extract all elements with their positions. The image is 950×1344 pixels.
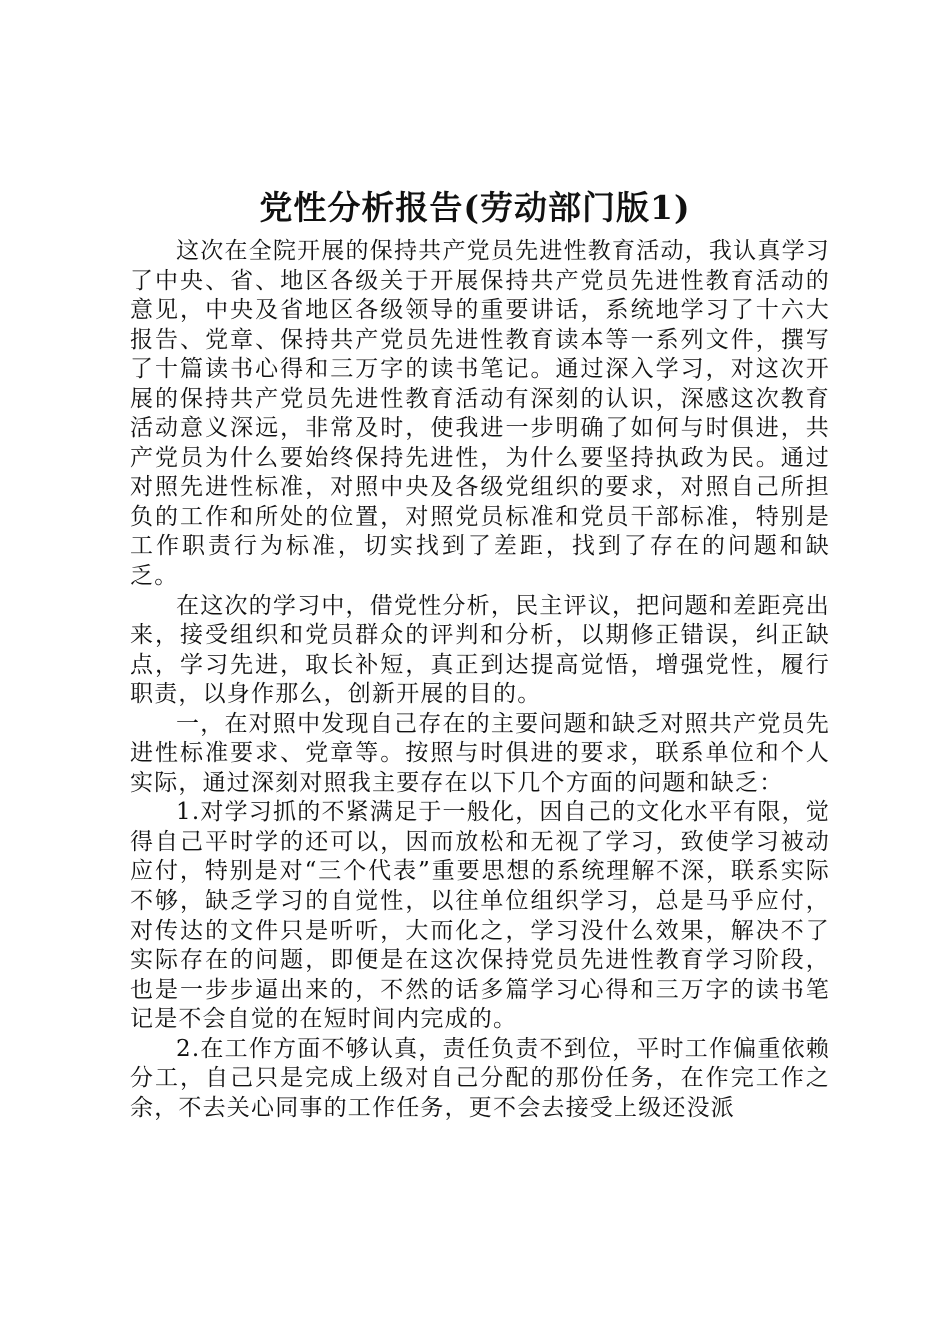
paragraph-item-2: 2.在工作方面不够认真，责任负责不到位，平时工作偏重依赖分工，自己只是完成上级对自己分配的那份任务，在作完工作之余，不去关心同事的工作任务，更不会去接受上级还没派 bbox=[130, 1035, 830, 1121]
paragraph-item-1: 1.对学习抓的不紧满足于一般化，因自己的文化水平有限，觉得自己平时学的还可以，因而放松和无视了学习，致使学习被动应付，特别是对“三个代表”重要思想的系统理解不深，联系实际不够，缺乏学习的自觉性，以往单位组织学习，总是马乎应付，对传达的文件只是听听，大而化之，学习没什么效果，解决不了实际存在的问题，即便是在这次保持党员先进性教育学习阶段，也是一步步逼出来的，不然的话多篇学习心得和三万字的读书笔记是不会自觉的在短时间内完成的。 bbox=[130, 799, 830, 1033]
document-title: 党性分析报告(劳动部门版1) bbox=[259, 188, 691, 227]
paragraph-section-one: 一，在对照中发现自己存在的主要问题和缺乏对照共产党员先进性标准要求、党章等。按照与时俱进的要求，联系单位和个人实际，通过深刻对照我主要存在以下几个方面的问题和缺乏： bbox=[130, 710, 830, 796]
document-body bbox=[130, 237, 830, 1123]
paragraph-intro: 这次在全院开展的保持共产党员先进性教育活动，我认真学习了中央、省、地区各级关于开展保持共产党员先进性教育活动的意见，中央及省地区各级领导的重要讲话，系统地学习了十六大报告、党章、保持共产党员先进性教育读本等一系列文件，撰写了十篇读书心得和三万字的读书笔记。通过深入学习，对这次开展的保持共产党员先进性教育活动有深刻的认识，深感这次教育活动意义深远，非常及时，使我进一步明确了如何与时俱进，共产党员为什么要始终保持先进性，为什么要坚持执政为民。通过对照先进性标准，对照中央及各级党组织的要求，对照自己所担负的工作和所处的位置，对照党员标准和党员干部标准，特别是工作职责行为标准，切实找到了差距，找到了存在的问题和缺乏。 bbox=[130, 238, 830, 590]
paragraph-purpose: 在这次的学习中，借党性分析，民主评议，把问题和差距亮出来，接受组织和党员群众的评判和分析，以期修正错误，纠正缺点，学习先进，取长补短，真正到达提高觉悟，增强党性，履行职责，以身作那么，创新开展的目的。 bbox=[130, 592, 830, 708]
